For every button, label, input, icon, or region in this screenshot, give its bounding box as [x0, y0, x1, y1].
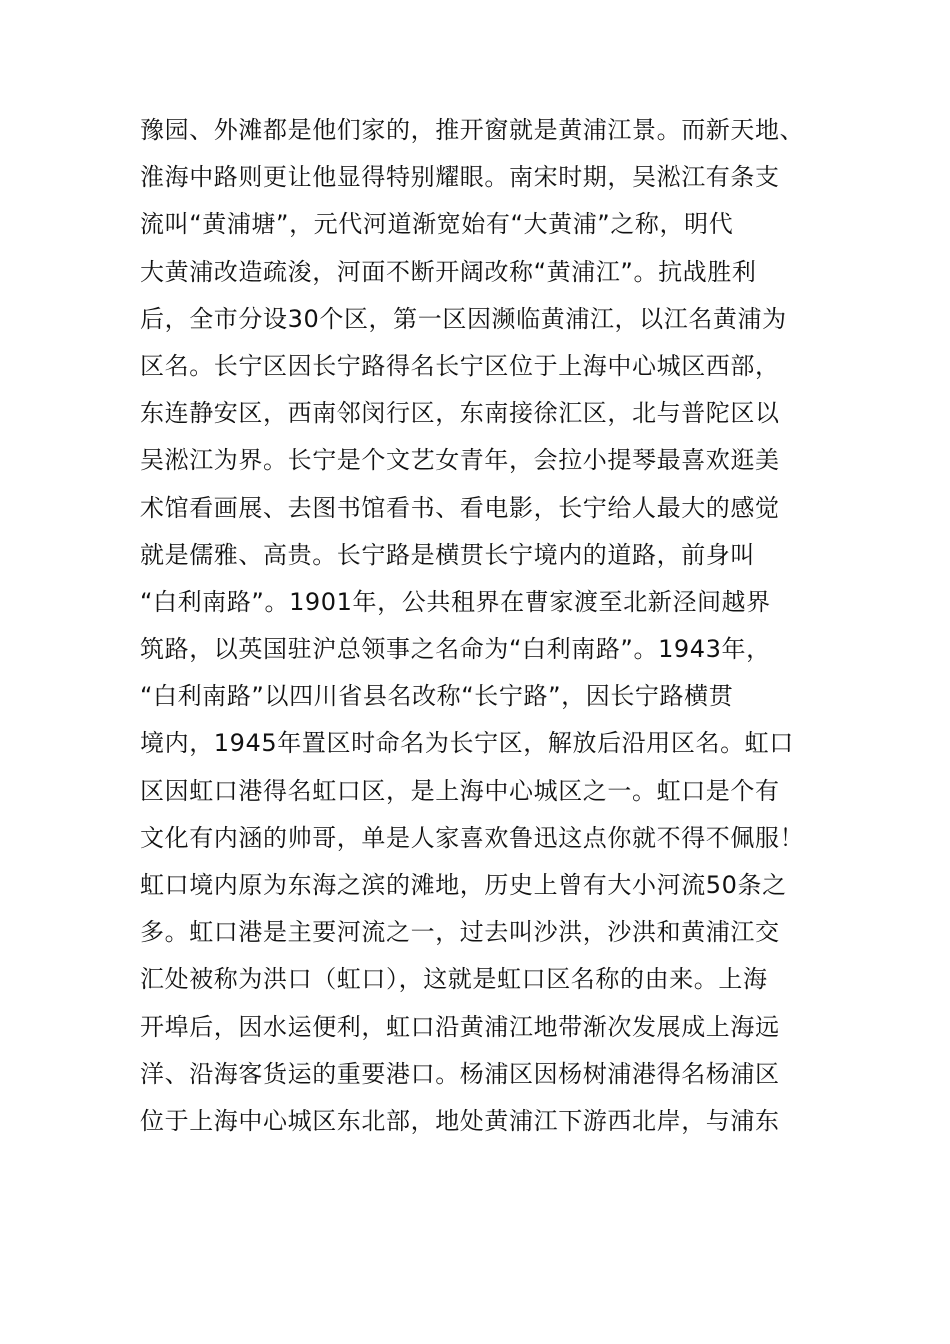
text-line: 大黄浦改造疏浚，河面不断开阔改称“黄浦江”。抗战胜利 [140, 257, 757, 286]
text-line: 开埠后，因水运便利，虹口沿黄浦江地带渐次发展成上海远 [140, 1012, 780, 1041]
text-line: 虹口境内原为东海之滨的滩地，历史上曾有大小河流50条之 [140, 871, 787, 899]
text-line: 术馆看画展、去图书馆看书、看电影，长宁给人最大的感觉 [140, 493, 780, 522]
text-line: 筑路，以英国驻沪总领事之名命为“白利南路”。1943年， [140, 635, 771, 664]
text-line: 淮海中路则更让他显得特别耀眼。南宋时期，吴淞江有条支 [140, 163, 780, 192]
text-line: 吴淞江为界。长宁是个文艺女青年，会拉小提琴最喜欢逛美 [140, 446, 780, 475]
text-line: 东连静安区，西南邻闵行区，东南接徐汇区，北与普陀区以 [140, 399, 780, 428]
text-line: 多。虹口港是主要河流之一，过去叫沙洪，沙洪和黄浦江交 [140, 918, 780, 947]
text-line: “白利南路”以四川省县名改称“长宁路”，因长宁路横贯 [140, 682, 734, 711]
text-line: 就是儒雅、高贵。长宁路是横贯长宁境内的道路，前身叫 [140, 540, 755, 569]
text-line: 流叫“黄浦塘”，元代河道渐宽始有“大黄浦”之称，明代 [140, 210, 734, 239]
text-line: 位于上海中心城区东北部，地处黄浦江下游西北岸，与浦东 [140, 1106, 780, 1135]
text-line: “白利南路”。1901年，公共租界在曹家渡至北新泾间越界 [140, 587, 771, 616]
text-line: 汇处被称为洪口（虹口），这就是虹口区名称的由来。上海 [140, 965, 768, 994]
text-line: 区名。长宁区因长宁路得名长宁区位于上海中心城区西部， [140, 351, 780, 380]
text-line: 境内，1945年置区时命名为长宁区，解放后沿用区名。虹口 [140, 729, 794, 758]
text-line: 区因虹口港得名虹口区，是上海中心城区之一。虹口是个有 [140, 776, 780, 805]
text-line: 后，全市分设30个区，第一区因濒临黄浦江，以江名黄浦为 [140, 304, 787, 333]
text-line: 豫园、外滩都是他们家的，推开窗就是黄浦江景。而新天地、 [140, 116, 805, 144]
text-line: 文化有内涵的帅哥，单是人家喜欢鲁迅这点你就不得不佩服！ [140, 823, 805, 852]
text-line: 洋、沿海客货运的重要港口。杨浦区因杨树浦港得名杨浦区 [140, 1059, 780, 1088]
body-paragraph [140, 107, 840, 1145]
